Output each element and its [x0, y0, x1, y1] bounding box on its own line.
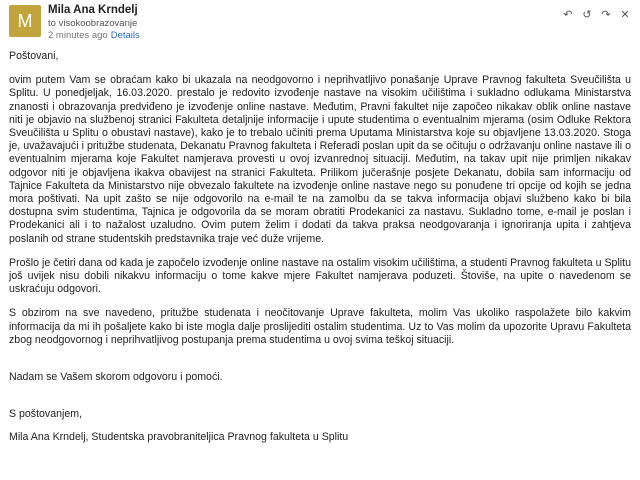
- email-body: [9, 50, 631, 445]
- forward-icon[interactable]: ↷: [601, 9, 611, 21]
- email-signoff: S poštovanjem,: [9, 408, 83, 421]
- sender-name[interactable]: Mila Ana Krndelj: [48, 4, 138, 16]
- email-paragraph-2: Prošlo je četiri dana od kada je započelo izvođenje online nastave na ostalim visokim učilištima, a studenti Pravnog fakulteta u Splitu još uvijek nisu dobili nikakvu informaciju o tome kakve mjere Fakultet namjerava poduzeti. Štoviše, na upite o navedenom se uskraćuju odgovori.: [9, 256, 631, 296]
- to-prefix: to: [48, 18, 56, 29]
- email-header: [0, 0, 640, 44]
- email-actions: [556, 5, 632, 19]
- email-paragraph-3: S obzirom na sve navedeno, pritužbe studenata i neočitovanje Uprave fakulteta, molim Vas ukoliko raspolažete bilo kakvim informacija da mi ih pošaljete kako bi iste mogla dalje proslijediti ostalim studentima. Uz to Vas molim da upozorite Upravu Fakulteta zbog neodgovornog i neprihvatljivog postupanja prema studentima u ovoj svima teškoj situaciji.: [9, 307, 631, 346]
- email-paragraph-1: ovim putem Vam se obraćam kako bi ukazala na neodgovorno i neprihvatljivo ponašanje Uprave Pravnog fakulteta Sveučilišta u Splitu. U ponedjeljak, 16.03.2020. prestalo je redovito izvođenje nastave na visokim učilištima i sukladno odlukama Ministarstva znanosti i obrazovanja predviđeno je izvođenje online nastave. Međutim, Pravni fakultet nije započeo nikakav oblik online nastave niti je objavio na službenoj stranici Fakulteta detaljnije informacije i upute studentima o eventualnim mjerama (osim Odluke Rektora Sveučilišta u Splitu o obustavi nastave), kako je to trebalo učiniti prema Uputama Ministarstva koje su objavljene 13.03.2020. Stoga je, uvažavajući i pritužbe studenata, Dekanatu Pravnog fakulteta i Referadi poslan upit da se očituju o održavanju online nastave ili o eventualnim mjerama koje Fakultet namjerava provesti u ovoj izvanrednoj situaciji. Međutim, na takav upit nije primljen nikakav odgovor niti je objavljena ikakva obavijest na stranici Fakulteta. Prilikom jučerašnje posjete Dekanatu, dobila sam informaciju od Tajnice Fakulteta da Ministarstvo nije obvezalo fakultete na izvođenje online nastave nego su ponuđene tri opcije od kojih se jedna mora poštivati. Na upit zašto se nije odgovorilo na e-mail te na zamolbu da se takva informacija objavi službeno kako bi bila dostupna svim studentima, Tajnica je odgovorila da se moram obratiti Prodekanici za nastavu. Sukladno tome, e-mail je poslan i Prodekanici ali i to nažalost uzaludno. Ovim putem želim i dodati da takva praksa neodgovaranja i ignoriranja upita i zahtjeva poslanih od strane studentskih predstavnika traje već duže vrijeme.: [9, 74, 631, 245]
- reply-icon[interactable]: ↶: [563, 9, 573, 21]
- reply-all-icon[interactable]: ↺: [582, 9, 592, 21]
- recipient-name[interactable]: visokoobrazovanje: [58, 18, 138, 29]
- time-line: [48, 30, 140, 41]
- avatar[interactable]: M: [9, 5, 41, 37]
- timestamp: 2 minutes ago: [48, 30, 108, 41]
- delete-icon[interactable]: ✕: [620, 9, 630, 21]
- email-closing: Nadam se Vašem skorom odgovoru i pomoći.: [9, 371, 223, 384]
- details-link[interactable]: Details: [110, 30, 140, 41]
- email-greeting: Poštovani,: [9, 50, 59, 62]
- recipient-line: [48, 18, 137, 29]
- email-signature: Mila Ana Krndelj, Studentska pravobraniteljica Pravnog fakulteta u Splitu: [9, 431, 349, 444]
